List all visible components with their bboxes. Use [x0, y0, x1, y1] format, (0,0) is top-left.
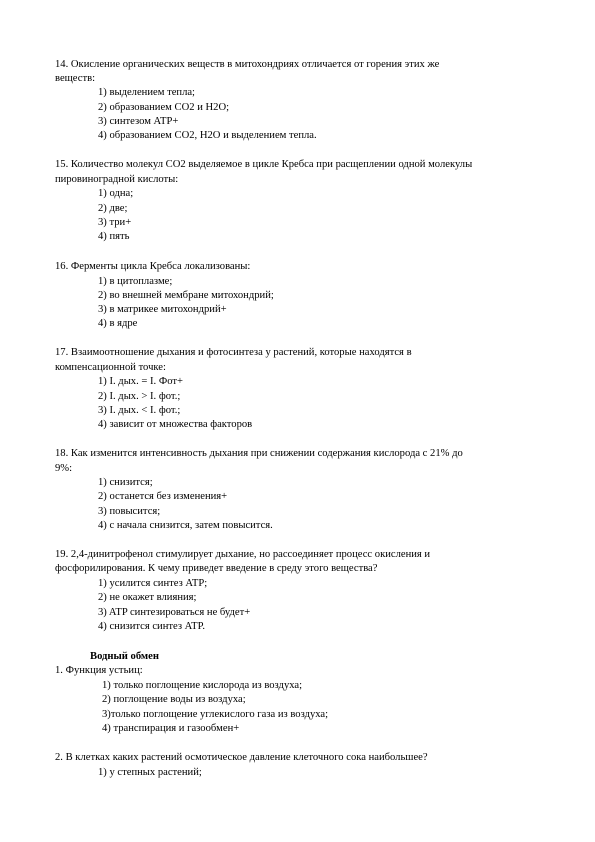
- question-18-option-1: 1) снизится;: [98, 477, 153, 488]
- question-18-option-4: 4) с начала снизится, затем повысится.: [98, 520, 273, 531]
- water-question-1-stem: 1. Функция устьиц:: [55, 665, 143, 676]
- question-19-option-3: 3) ATP синтезироваться не будет+: [98, 607, 251, 618]
- question-18-option-2: 2) останется без изменения+: [98, 491, 228, 502]
- question-18-stem: 18. Как изменится интенсивность дыхания при снижении содержания кислорода с 21% до: [55, 448, 463, 459]
- question-16-stem: 16. Ферменты цикла Кребса локализованы:: [55, 261, 251, 272]
- section-heading: Водный обмен: [90, 651, 159, 662]
- question-18-option-3: 3) повысится;: [98, 506, 161, 517]
- question-17-stem-cont: компенсационной точке:: [55, 362, 166, 373]
- question-17-stem: 17. Взаимоотношение дыхания и фотосинтеза у растений, которые находятся в: [55, 347, 412, 358]
- question-19-stem-cont: фосфорилирования. К чему приведет введение в среду этого вещества?: [55, 563, 378, 574]
- question-14-option-4: 4) образованием CO2, H2O и выделением тепла.: [98, 130, 317, 141]
- water-question-1-option-4: 4) транспирация и газообмен+: [102, 723, 240, 734]
- question-15-option-2: 2) две;: [98, 203, 128, 214]
- question-15-option-4: 4) пять: [98, 231, 130, 242]
- question-16-option-2: 2) во внешней мембране митохондрий;: [98, 290, 274, 301]
- question-18-stem-cont: 9%:: [55, 463, 73, 474]
- question-19-option-2: 2) не окажет влияния;: [98, 592, 197, 603]
- water-question-1-option-1: 1) только поглощение кислорода из воздуха;: [102, 680, 303, 691]
- question-14-option-2: 2) образованием CO2 и H2O;: [98, 102, 230, 113]
- question-17-option-3: 3) I. дых. < I. фот.;: [98, 405, 181, 416]
- water-question-1-option-3: 3)только поглощение углекислого газа из воздуха;: [102, 709, 329, 720]
- question-17-option-4: 4) зависит от множества факторов: [98, 419, 253, 430]
- question-15-stem-cont: пировиноградной кислоты:: [55, 174, 179, 185]
- question-19-stem: 19. 2,4-динитрофенол стимулирует дыхание, но рассоединяет процесс окисления и: [55, 549, 431, 560]
- question-15-option-1: 1) одна;: [98, 188, 134, 199]
- water-question-2-option-1: 1) у степных растений;: [98, 767, 202, 778]
- water-question-2-stem: 2. В клетках каких растений осмотическое давление клеточного сока наибольшее?: [55, 752, 428, 763]
- question-17-option-2: 2) I. дых. > I. фот.;: [98, 391, 181, 402]
- water-question-1-option-2: 2) поглощение воды из воздуха;: [102, 694, 246, 705]
- question-19-option-1: 1) усилится синтез ATP;: [98, 578, 208, 589]
- question-16-option-4: 4) в ядре: [98, 318, 138, 329]
- question-16-option-1: 1) в цитоплазме;: [98, 276, 173, 287]
- question-14-stem-cont: веществ:: [55, 73, 96, 84]
- question-14-option-1: 1) выделением тепла;: [98, 87, 195, 98]
- question-15-stem: 15. Количество молекул CO2 выделяемое в цикле Кребса при расщеплении одной молекулы: [55, 159, 473, 170]
- question-17-option-1: 1) I. дых. = I. Фот+: [98, 376, 183, 387]
- question-15-option-3: 3) три+: [98, 217, 132, 228]
- question-19-option-4: 4) снизится синтез ATP.: [98, 621, 205, 632]
- question-14-stem: 14. Окисление органических веществ в митохондриях отличается от горения этих же: [55, 59, 440, 70]
- question-16-option-3: 3) в матрикее митохондрий+: [98, 304, 227, 315]
- question-14-option-3: 3) синтезом ATP+: [98, 116, 179, 127]
